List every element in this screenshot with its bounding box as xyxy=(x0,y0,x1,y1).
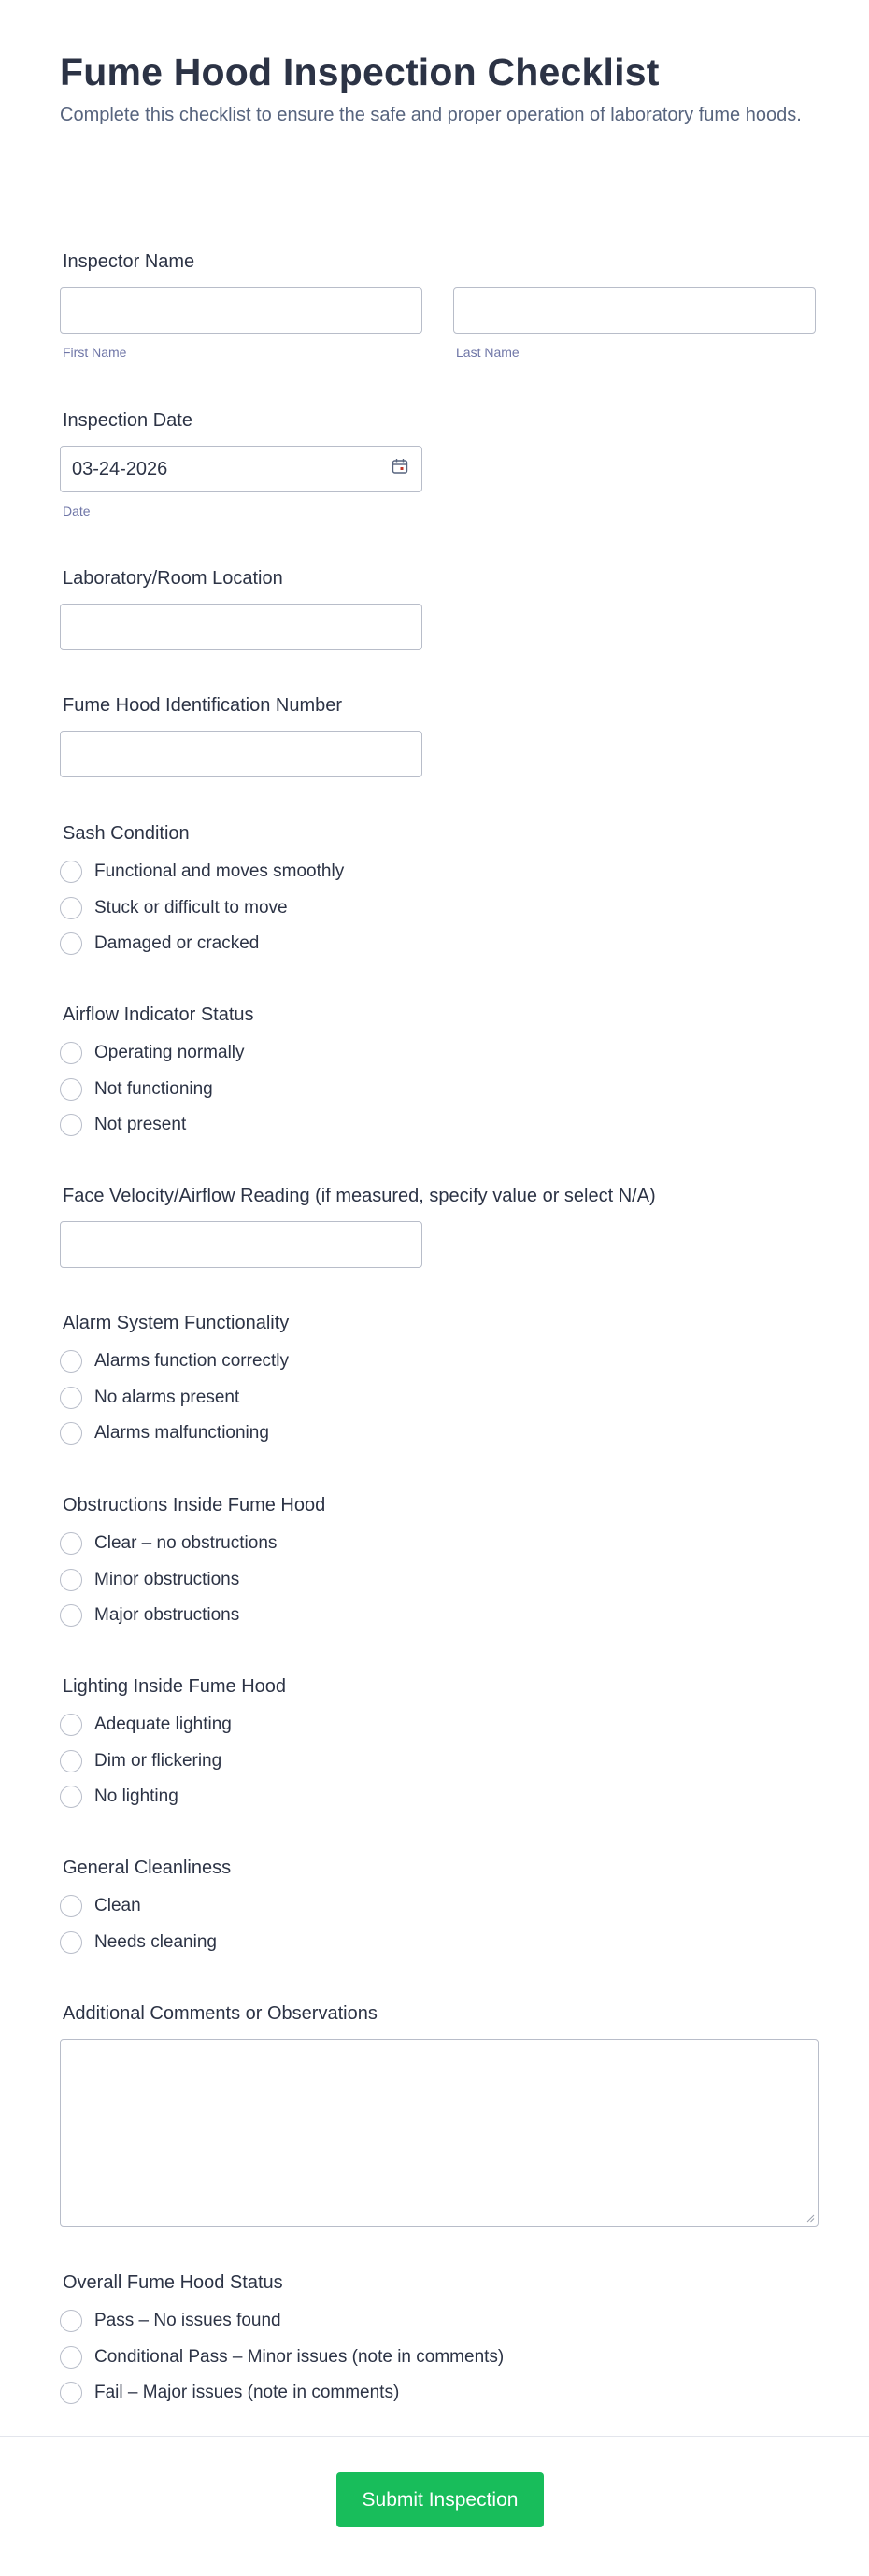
radio-option[interactable] xyxy=(60,2346,819,2369)
lighting-field xyxy=(60,1674,819,1822)
radio-button[interactable] xyxy=(60,2346,82,2369)
radio-button[interactable] xyxy=(60,1387,82,1409)
radio-option[interactable] xyxy=(60,861,819,883)
name-row xyxy=(60,287,819,360)
radio-option[interactable] xyxy=(60,1931,819,1954)
location-input[interactable] xyxy=(60,604,422,650)
sash-condition-field xyxy=(60,821,819,969)
radio-button[interactable] xyxy=(60,1078,82,1101)
radio-label: Clean xyxy=(94,1896,141,1915)
radio-button[interactable] xyxy=(60,897,82,919)
radio-button[interactable] xyxy=(60,1569,82,1591)
radio-label: No lighting xyxy=(94,1786,178,1806)
face-velocity-input[interactable] xyxy=(60,1221,422,1268)
sash-radio-group xyxy=(60,861,819,955)
radio-label: Dim or flickering xyxy=(94,1750,222,1771)
airflow-indicator-label: Airflow Indicator Status xyxy=(63,1004,254,1025)
radio-label: Pass – No issues found xyxy=(94,2311,281,2330)
face-velocity-label: Face Velocity/Airflow Reading (if measured, specify value or select N/A) xyxy=(63,1186,656,1206)
radio-button[interactable] xyxy=(60,1114,82,1136)
radio-label: Major obstructions xyxy=(94,1605,240,1625)
comments-label: Additional Comments or Observations xyxy=(63,2003,378,2024)
radio-button[interactable] xyxy=(60,1786,82,1808)
radio-label: Alarms malfunctioning xyxy=(94,1423,269,1443)
comments-field xyxy=(60,2001,819,2227)
radio-option[interactable] xyxy=(60,1569,819,1591)
radio-option[interactable] xyxy=(60,2310,819,2332)
first-name-column xyxy=(60,287,425,360)
cleanliness-field xyxy=(60,1856,819,1967)
radio-option[interactable] xyxy=(60,2382,819,2404)
alarm-radio-group xyxy=(60,1350,819,1445)
inspector-name-label: Inspector Name xyxy=(63,251,195,272)
airflow-radio-group xyxy=(60,1042,819,1136)
radio-option[interactable] xyxy=(60,1422,819,1445)
inspection-date-label: Inspection Date xyxy=(63,410,192,431)
radio-option[interactable] xyxy=(60,1042,819,1064)
inspection-date-field xyxy=(60,408,819,519)
radio-option[interactable] xyxy=(60,1078,819,1101)
radio-label: Alarms function correctly xyxy=(94,1351,290,1371)
radio-button[interactable] xyxy=(60,1750,82,1772)
resize-grip-icon[interactable] xyxy=(805,2213,815,2223)
first-name-input[interactable] xyxy=(60,287,422,334)
cleanliness-label: General Cleanliness xyxy=(63,1857,232,1878)
alarm-system-label: Alarm System Functionality xyxy=(63,1313,290,1333)
alarm-system-field xyxy=(60,1311,819,1459)
obstructions-label: Obstructions Inside Fume Hood xyxy=(63,1495,326,1516)
radio-label: Adequate lighting xyxy=(94,1715,232,1734)
radio-label: Not functioning xyxy=(94,1078,213,1099)
radio-label: Minor obstructions xyxy=(94,1569,240,1589)
inspection-date-sublabel: Date xyxy=(63,504,91,519)
radio-option[interactable] xyxy=(60,1532,819,1555)
comments-textarea[interactable] xyxy=(60,2039,819,2227)
overall-radio-group xyxy=(60,2310,819,2404)
radio-label: Functional and moves smoothly xyxy=(94,861,345,881)
last-name-column xyxy=(453,287,819,360)
radio-option[interactable] xyxy=(60,897,819,919)
radio-option[interactable] xyxy=(60,1604,819,1627)
form-header xyxy=(0,0,869,206)
airflow-indicator-field xyxy=(60,1003,819,1150)
face-velocity-field xyxy=(60,1184,819,1268)
hood-id-input[interactable] xyxy=(60,731,422,777)
lighting-label: Lighting Inside Fume Hood xyxy=(63,1676,287,1697)
radio-button[interactable] xyxy=(60,2310,82,2332)
radio-label: Damaged or cracked xyxy=(94,933,260,953)
last-name-input[interactable] xyxy=(453,287,816,334)
radio-button[interactable] xyxy=(60,932,82,955)
last-name-sublabel: Last Name xyxy=(456,345,520,360)
radio-option[interactable] xyxy=(60,1387,819,1409)
cleanliness-radio-group xyxy=(60,1895,819,1954)
obstructions-field xyxy=(60,1493,819,1641)
form-title: Fume Hood Inspection Checklist xyxy=(60,50,660,93)
radio-label: Fail – Major issues (note in comments) xyxy=(94,2383,400,2402)
radio-option[interactable] xyxy=(60,932,819,955)
radio-button[interactable] xyxy=(60,861,82,883)
location-field xyxy=(60,566,819,650)
radio-button[interactable] xyxy=(60,1714,82,1736)
radio-label: Conditional Pass – Minor issues (note in comments) xyxy=(94,2346,505,2367)
radio-label: No alarms present xyxy=(94,1387,240,1407)
hood-id-field xyxy=(60,693,819,777)
radio-option[interactable] xyxy=(60,1786,819,1808)
radio-option[interactable] xyxy=(60,1350,819,1373)
radio-option[interactable] xyxy=(60,1750,819,1772)
radio-label: Stuck or difficult to move xyxy=(94,897,288,918)
sash-condition-label: Sash Condition xyxy=(63,823,190,844)
radio-option[interactable] xyxy=(60,1114,819,1136)
radio-button[interactable] xyxy=(60,1931,82,1954)
form-footer xyxy=(0,2436,869,2576)
radio-label: Operating normally xyxy=(94,1043,245,1062)
location-label: Laboratory/Room Location xyxy=(63,568,283,589)
first-name-sublabel: First Name xyxy=(63,345,127,360)
inspection-date-value: 03-24-2026 xyxy=(72,458,168,479)
radio-button[interactable] xyxy=(60,1604,82,1627)
radio-button[interactable] xyxy=(60,1532,82,1555)
radio-button[interactable] xyxy=(60,1350,82,1373)
inspector-name-field xyxy=(60,249,819,360)
radio-button[interactable] xyxy=(60,1895,82,1917)
radio-button[interactable] xyxy=(60,2382,82,2404)
submit-inspection-button[interactable]: Submit Inspection xyxy=(336,2472,544,2527)
radio-label: Clear – no obstructions xyxy=(94,1533,278,1553)
radio-button[interactable] xyxy=(60,1422,82,1445)
inspection-date-input[interactable] xyxy=(60,446,422,492)
overall-status-label: Overall Fume Hood Status xyxy=(63,2272,283,2293)
radio-button[interactable] xyxy=(60,1042,82,1064)
radio-option[interactable] xyxy=(60,1895,819,1917)
calendar-icon[interactable] xyxy=(392,458,408,480)
lighting-radio-group xyxy=(60,1714,819,1808)
radio-label: Needs cleaning xyxy=(94,1931,217,1952)
radio-option[interactable] xyxy=(60,1714,819,1736)
hood-id-label: Fume Hood Identification Number xyxy=(63,695,343,716)
overall-status-field xyxy=(60,2270,819,2418)
form-subtitle: Complete this checklist to ensure the safe and proper operation of laboratory fume hoods. xyxy=(60,105,802,125)
obstructions-radio-group xyxy=(60,1532,819,1627)
radio-label: Not present xyxy=(94,1115,187,1134)
